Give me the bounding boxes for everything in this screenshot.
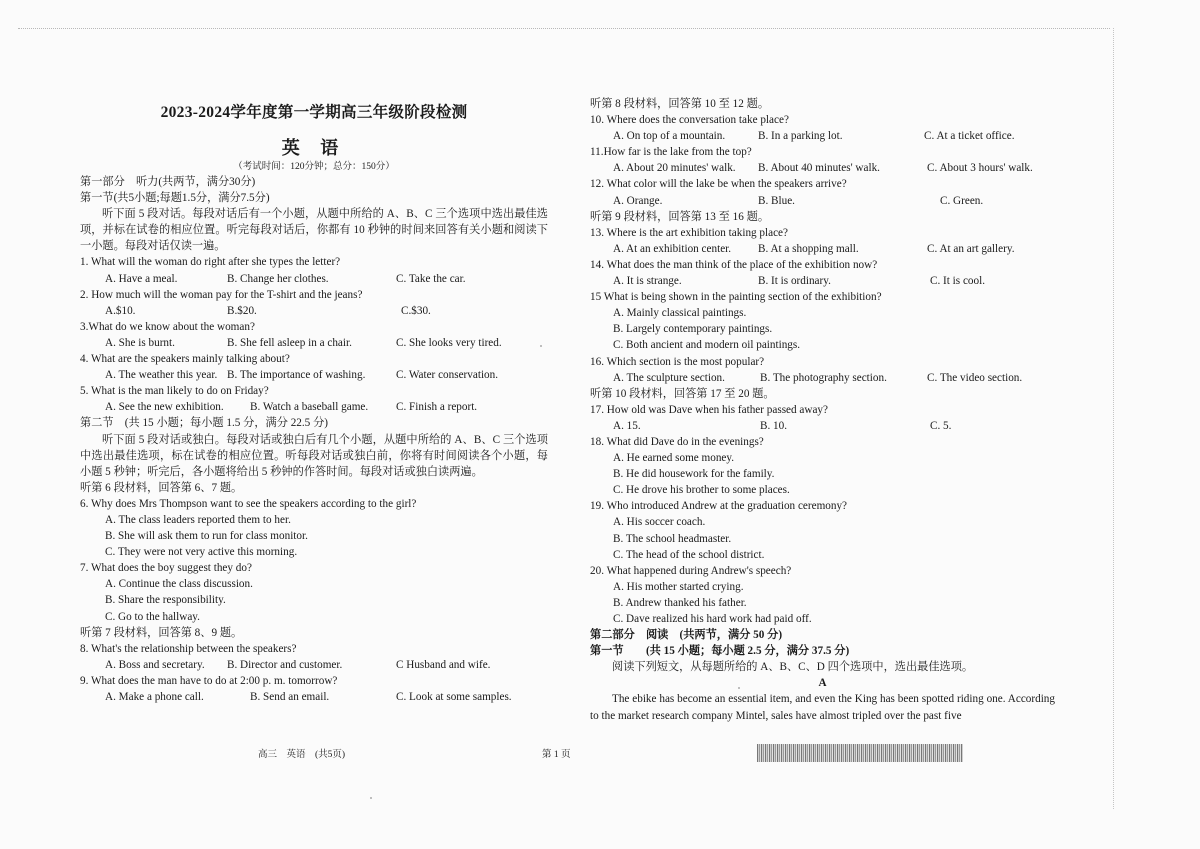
question-2: 2. How much will the woman pay for the T-shirt and the jeans? [80,288,363,301]
option-c: C. She looks very tired. [396,336,502,349]
question-15: 15 What is being shown in the painting section of the exhibition? [590,291,882,304]
option-a: A. On top of a mountain. [613,130,726,143]
option-b: B.$20. [227,304,257,317]
option-c: C. They were not very active this morning. [105,546,298,559]
question-3-options [80,335,548,351]
option-a: A. The weather this year. [105,369,218,382]
option-c: C. Go to the hallway. [105,610,200,623]
part1-title: 第一部分 听力(共两节，满分30分) [80,176,256,188]
question-5-options [80,399,548,415]
option-c: C. The video section. [927,371,1023,384]
question-16-options [590,370,1055,386]
question-12: 12. What color will the lake be when the speakers arrive? [590,178,847,191]
question-20: 20. What happened during Andrew's speech? [590,564,792,577]
question-12-options [590,193,1055,209]
reading-instructions: 阅读下列短文，从每题所给的 A、B、C、D 四个选项中，选出最佳选项。 [612,661,974,674]
text8-heading: 听第 8 段材料，回答第 10 至 12 题。 [590,98,770,110]
option-b: B. Change her clothes. [227,272,329,285]
exam-info: （考试时间：120分钟；总分：150分） [233,162,395,172]
scan-speck [738,687,740,689]
option-a: A. It is strange. [613,275,682,288]
option-b: B. He did housework for the family. [613,468,775,481]
option-a: A. He earned some money. [613,452,735,465]
option-c: C. 5. [930,419,952,432]
option-b: B. Andrew thanked his father. [613,596,747,609]
option-c: C. Both ancient and modern oil paintings. [613,339,801,352]
question-9-options [80,689,548,705]
option-c: C. Look at some samples. [396,691,512,703]
text6-heading: 听第 6 段材料，回答第 6、7 题。 [80,481,243,494]
option-b: B. At a shopping mall. [758,242,859,255]
subject-title: 英 语 [281,138,347,158]
option-a: A. The class leaders reported them to her. [105,513,291,526]
option-b: B. She fell asleep in a chair. [227,336,352,349]
option-a: A. His soccer coach. [613,516,706,529]
text9-heading: 听第 9 段材料，回答第 13 至 16 题。 [590,210,770,223]
exam-title: 2023-2024学年度第一学期高三年级阶段检测 [160,104,468,121]
option-b: B. The school headmaster. [613,532,732,545]
text10-heading: 听第 10 段材料，回答第 17 至 20 题。 [590,387,775,400]
option-a: A. Boss and secretary. [105,658,205,671]
question-9: 9. What does the man have to do at 2:00 p. m. tomorrow? [80,674,338,687]
question-1-options [80,271,548,287]
option-a: A. His mother started crying. [613,580,744,593]
question-5: 5. What is the man likely to do on Friday? [80,385,269,398]
option-b: B. Largely contemporary paintings. [613,323,773,336]
question-2-options [80,303,548,319]
scan-speck [540,345,542,347]
footer-page-number: 第 1 页 [542,750,571,760]
option-c: C.$30. [401,304,431,317]
option-c: C. Green. [940,194,984,207]
question-4: 4. What are the speakers mainly talking about? [80,353,290,366]
option-a: A. Make a phone call. [105,691,204,703]
question-1: 1. What will the woman do right after she types the letter? [80,256,341,269]
question-3: 3.What do we know about the woman? [80,320,255,333]
question-8-options [80,657,548,673]
question-6: 6. Why does Mrs Thompson want to see the speakers according to the girl? [80,497,417,510]
option-a: A. Mainly classical paintings. [613,307,747,320]
question-8: 8. What's the relationship between the speakers? [80,642,297,655]
passage-text: The ebike has become an essential item, and even the King has been spotted riding one. According to the market research company Mintel, sales have almost tripled over the past five [590,693,1055,722]
option-b: B. It is ordinary. [758,275,831,288]
option-c: C. Water conservation. [396,369,499,382]
question-10-options [590,128,1055,144]
option-a: A. At an exhibition center. [613,242,732,255]
option-c: C. He drove his brother to some places. [613,484,790,497]
left-column [80,174,548,705]
question-14-options [590,273,1055,289]
option-b: B. About 40 minutes' walk. [758,162,880,175]
scan-speck [370,797,372,799]
right-column [590,96,1055,724]
text7-heading: 听第 7 段材料，回答第 8、9 题。 [80,626,243,639]
passage-label: A [818,677,827,690]
question-13-options [590,241,1055,257]
question-17: 17. How old was Dave when his father passed away? [590,403,828,416]
option-b: B. Share the responsibility. [105,594,226,607]
option-a: A. Continue the class discussion. [105,578,253,591]
option-b: B. 10. [760,419,788,432]
section1-title: 第一节(共5小题;每题1.5分，满分7.5分) [80,192,270,205]
question-7: 7. What does the boy suggest they do? [80,562,252,575]
option-a: A. See the new exhibition. [105,401,224,414]
question-17-options [590,418,1055,434]
question-19: 19. Who introduced Andrew at the graduation ceremony? [590,500,848,513]
section2-instructions: 听下面 5 段对话或独白。每段对话或独白后有几个小题，从题中所给的 A、B、C 三个选项中选出最佳选项，标在试卷的相应位置。听每段对话或独白前，你将有时间阅读各个小题，每小题 5 秒钟；听完后，各小题将给出 5 秒钟的作答时间。每段对话或独白读两遍。 [80,433,548,478]
option-c: C. It is cool. [930,275,986,288]
option-a: A. 15. [613,419,641,432]
option-b: B. She will ask them to run for class monitor. [105,530,308,543]
section2-title: 第二节 (共 15 小题；每小题 1.5 分，满分 22.5 分) [80,417,328,430]
option-c: C. Take the car. [396,272,466,285]
option-c: C. About 3 hours' walk. [927,162,1033,175]
barcode-strip [757,744,963,762]
option-a: A.$10. [105,304,136,317]
question-18: 18. What did Dave do in the evenings? [590,435,764,448]
option-a: A. Orange. [613,194,663,207]
part2-title: 第二部分 阅读 (共两节，满分 50 分) [590,629,783,642]
question-16: 16. Which section is the most popular? [590,355,765,368]
question-11-options [590,160,1055,176]
page-edge-top [18,28,1110,29]
option-b: B. Watch a baseball game. [250,401,369,414]
option-a: A. She is burnt. [105,336,175,349]
section1-instructions: 听下面 5 段对话。每段对话后有一个小题，从题中所给的 A、B、C 三个选项中选出最佳选项，并标在试卷的相应位置。听完每段对话后，你都有 10 秒钟的时间来回答有关小题和阅读下一小题。每段对话仅读一遍。 [80,208,548,253]
option-c: C. Dave realized his hard work had paid off. [613,613,812,625]
option-c: C. The head of the school district. [613,548,765,561]
question-10: 10. Where does the conversation take place? [590,114,789,127]
question-14: 14. What does the man think of the place of the exhibition now? [590,258,878,271]
option-c: C. At a ticket office. [924,130,1015,143]
question-4-options [80,367,548,383]
option-c: C. At an art gallery. [927,242,1015,255]
option-b: B. The importance of washing. [227,369,366,382]
reading-section1-title: 第一节 (共 15 小题；每小题 2.5 分，满分 37.5 分) [590,645,850,658]
footer-subject: 高三 英语 (共5页) [258,750,346,760]
option-a: A. Have a meal. [105,272,178,285]
option-b: B. Send an email. [250,691,330,703]
option-a: A. About 20 minutes' walk. [613,162,736,175]
option-b: B. Blue. [758,194,795,207]
option-a: A. The sculpture section. [613,371,725,384]
option-b: B. In a parking lot. [758,130,843,143]
page-edge-right [1113,28,1114,809]
option-c: C Husband and wife. [396,658,491,671]
option-b: B. Director and customer. [227,658,343,671]
question-11: 11.How far is the lake from the top? [590,146,752,159]
option-b: B. The photography section. [760,371,887,384]
option-c: C. Finish a report. [396,401,478,414]
question-13: 13. Where is the art exhibition taking place? [590,226,788,239]
